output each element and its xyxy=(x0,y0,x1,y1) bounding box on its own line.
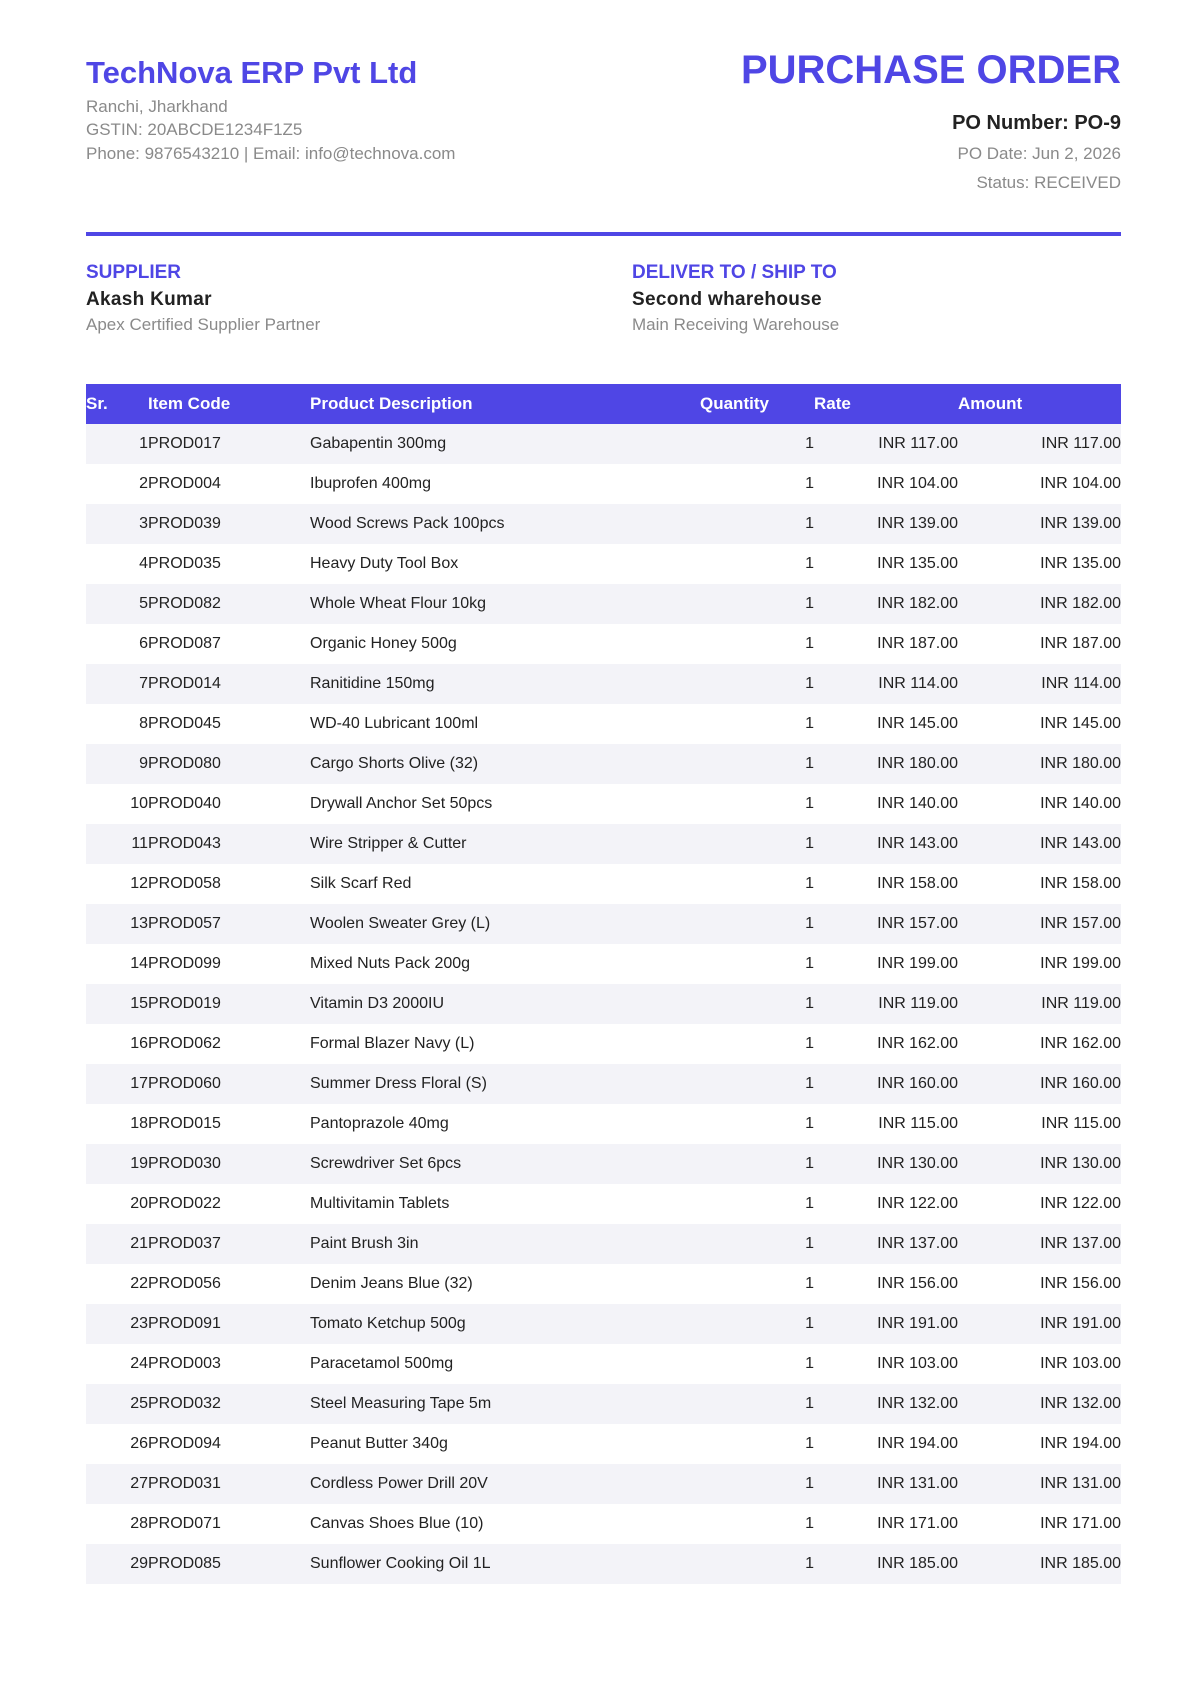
company-contact: Phone: 9876543210 | Email: info@technova.com xyxy=(86,144,456,163)
cell-rate: INR 194.00 xyxy=(877,1435,958,1452)
cell-rate: INR 132.00 xyxy=(877,1395,958,1412)
table-row xyxy=(86,1344,1121,1384)
table-header-row xyxy=(86,384,1121,424)
cell-rate: INR 180.00 xyxy=(877,755,958,772)
cell-description: Tomato Ketchup 500g xyxy=(310,1315,466,1332)
cell-quantity: 1 xyxy=(805,1555,814,1572)
cell-item-code: PROD040 xyxy=(148,795,221,812)
cell-quantity: 1 xyxy=(805,1475,814,1492)
table-row xyxy=(86,1264,1121,1304)
cell-quantity: 1 xyxy=(805,835,814,852)
table-row xyxy=(86,584,1121,624)
cell-description: Wood Screws Pack 100pcs xyxy=(310,515,505,532)
table-row xyxy=(86,744,1121,784)
cell-quantity: 1 xyxy=(805,755,814,772)
cell-rate: INR 157.00 xyxy=(877,915,958,932)
cell-item-code: PROD071 xyxy=(148,1515,221,1532)
cell-quantity: 1 xyxy=(805,795,814,812)
cell-description: Drywall Anchor Set 50pcs xyxy=(310,795,493,812)
column-header-description: Product Description xyxy=(310,394,473,413)
cell-amount: INR 157.00 xyxy=(1040,915,1121,932)
table-row xyxy=(86,784,1121,824)
cell-item-code: PROD057 xyxy=(148,915,221,932)
cell-item-code: PROD058 xyxy=(148,875,221,892)
cell-amount: INR 171.00 xyxy=(1040,1515,1121,1532)
table-row xyxy=(86,1024,1121,1064)
cell-amount: INR 130.00 xyxy=(1040,1155,1121,1172)
cell-sr: 18 xyxy=(130,1115,148,1132)
table-row xyxy=(86,984,1121,1024)
cell-item-code: PROD060 xyxy=(148,1075,221,1092)
cell-sr: 28 xyxy=(130,1515,148,1532)
cell-amount: INR 115.00 xyxy=(1041,1115,1121,1132)
cell-amount: INR 139.00 xyxy=(1040,515,1121,532)
table-row xyxy=(86,1184,1121,1224)
cell-amount: INR 143.00 xyxy=(1040,835,1121,852)
cell-rate: INR 143.00 xyxy=(877,835,958,852)
cell-sr: 15 xyxy=(130,995,148,1012)
cell-amount: INR 132.00 xyxy=(1040,1395,1121,1412)
cell-rate: INR 137.00 xyxy=(877,1235,958,1252)
cell-amount: INR 199.00 xyxy=(1040,955,1121,972)
cell-quantity: 1 xyxy=(805,715,814,732)
cell-description: Woolen Sweater Grey (L) xyxy=(310,915,491,932)
cell-rate: INR 103.00 xyxy=(877,1355,958,1372)
cell-amount: INR 140.00 xyxy=(1040,795,1121,812)
table-row xyxy=(86,1504,1121,1544)
table-row xyxy=(86,1464,1121,1504)
cell-sr: 10 xyxy=(130,795,148,812)
cell-amount: INR 135.00 xyxy=(1040,555,1121,572)
cell-quantity: 1 xyxy=(805,675,814,692)
cell-rate: INR 130.00 xyxy=(877,1155,958,1172)
cell-amount: INR 119.00 xyxy=(1041,995,1121,1012)
cell-amount: INR 187.00 xyxy=(1040,635,1121,652)
cell-rate: INR 156.00 xyxy=(877,1275,958,1292)
cell-quantity: 1 xyxy=(805,595,814,612)
cell-rate: INR 158.00 xyxy=(877,875,958,892)
cell-description: Vitamin D3 2000IU xyxy=(310,995,444,1012)
deliver-to-heading: DELIVER TO / SHIP TO xyxy=(632,262,837,283)
cell-description: Summer Dress Floral (S) xyxy=(310,1075,487,1092)
cell-amount: INR 117.00 xyxy=(1041,435,1121,452)
cell-item-code: PROD022 xyxy=(148,1195,221,1212)
cell-quantity: 1 xyxy=(805,1515,814,1532)
cell-quantity: 1 xyxy=(805,1115,814,1132)
cell-sr: 6 xyxy=(139,635,148,652)
cell-quantity: 1 xyxy=(805,475,814,492)
cell-amount: INR 103.00 xyxy=(1040,1355,1121,1372)
table-row xyxy=(86,424,1121,464)
cell-item-code: PROD091 xyxy=(148,1315,221,1332)
cell-sr: 13 xyxy=(130,915,148,932)
items-table xyxy=(86,384,1121,1584)
items-table-body xyxy=(86,424,1121,1584)
cell-quantity: 1 xyxy=(805,1155,814,1172)
table-row xyxy=(86,704,1121,744)
cell-description: Organic Honey 500g xyxy=(310,635,457,652)
cell-sr: 11 xyxy=(131,835,148,852)
cell-description: Whole Wheat Flour 10kg xyxy=(310,595,487,612)
cell-item-code: PROD037 xyxy=(148,1235,221,1252)
purchase-order-page xyxy=(86,0,1121,1584)
supplier-name: Akash Kumar xyxy=(86,289,212,310)
table-row xyxy=(86,904,1121,944)
cell-quantity: 1 xyxy=(805,875,814,892)
cell-quantity: 1 xyxy=(805,1355,814,1372)
cell-description: Mixed Nuts Pack 200g xyxy=(310,955,471,972)
table-row xyxy=(86,1144,1121,1184)
supplier-block xyxy=(86,262,320,335)
cell-sr: 12 xyxy=(130,875,148,892)
table-row xyxy=(86,1104,1121,1144)
cell-amount: INR 182.00 xyxy=(1040,595,1121,612)
cell-sr: 26 xyxy=(130,1435,148,1452)
cell-item-code: PROD014 xyxy=(148,675,221,692)
table-row xyxy=(86,1224,1121,1264)
cell-description: Multivitamin Tablets xyxy=(310,1195,450,1212)
supplier-subtitle: Apex Certified Supplier Partner xyxy=(86,315,321,334)
cell-sr: 25 xyxy=(130,1395,148,1412)
cell-sr: 4 xyxy=(139,555,148,572)
cell-rate: INR 145.00 xyxy=(877,715,958,732)
cell-rate: INR 191.00 xyxy=(877,1315,958,1332)
cell-item-code: PROD035 xyxy=(148,555,221,572)
cell-quantity: 1 xyxy=(805,1275,814,1292)
table-row xyxy=(86,1304,1121,1344)
cell-description: Paint Brush 3in xyxy=(310,1235,419,1252)
cell-sr: 1 xyxy=(139,435,148,452)
parties-section xyxy=(86,236,1121,384)
cell-sr: 21 xyxy=(130,1235,148,1252)
po-date: PO Date: Jun 2, 2026 xyxy=(957,144,1121,163)
cell-sr: 19 xyxy=(130,1155,148,1172)
table-row xyxy=(86,464,1121,504)
cell-amount: INR 185.00 xyxy=(1040,1555,1121,1572)
cell-quantity: 1 xyxy=(805,955,814,972)
cell-description: Gabapentin 300mg xyxy=(310,435,447,452)
cell-item-code: PROD039 xyxy=(148,515,221,532)
cell-sr: 17 xyxy=(130,1075,148,1092)
company-gstin: GSTIN: 20ABCDE1234F1Z5 xyxy=(86,120,303,139)
cell-description: Ranitidine 150mg xyxy=(310,675,435,692)
cell-rate: INR 104.00 xyxy=(877,475,958,492)
cell-rate: INR 115.00 xyxy=(878,1115,958,1132)
table-row xyxy=(86,624,1121,664)
deliver-to-subtitle: Main Receiving Warehouse xyxy=(632,315,840,334)
table-row xyxy=(86,824,1121,864)
cell-description: Formal Blazer Navy (L) xyxy=(310,1035,475,1052)
po-status: Status: RECEIVED xyxy=(976,173,1121,192)
cell-description: Canvas Shoes Blue (10) xyxy=(310,1515,484,1532)
cell-quantity: 1 xyxy=(805,1435,814,1452)
cell-rate: INR 182.00 xyxy=(877,595,958,612)
table-row xyxy=(86,1424,1121,1464)
cell-quantity: 1 xyxy=(805,1035,814,1052)
cell-sr: 3 xyxy=(139,515,148,532)
company-address: Ranchi, Jharkhand xyxy=(86,97,228,116)
company-name: TechNova ERP Pvt Ltd xyxy=(86,55,418,90)
cell-description: Cordless Power Drill 20V xyxy=(310,1475,488,1492)
cell-description: Screwdriver Set 6pcs xyxy=(310,1155,462,1172)
cell-quantity: 1 xyxy=(805,1235,814,1252)
cell-sr: 7 xyxy=(139,675,148,692)
cell-sr: 23 xyxy=(130,1315,148,1332)
cell-sr: 5 xyxy=(139,595,148,612)
cell-description: Cargo Shorts Olive (32) xyxy=(310,755,479,772)
cell-sr: 27 xyxy=(130,1475,148,1492)
cell-quantity: 1 xyxy=(805,435,814,452)
cell-sr: 2 xyxy=(139,475,148,492)
cell-sr: 22 xyxy=(130,1275,148,1292)
cell-rate: INR 131.00 xyxy=(877,1475,958,1492)
cell-description: Wire Stripper & Cutter xyxy=(310,835,467,852)
cell-rate: INR 139.00 xyxy=(877,515,958,532)
cell-item-code: PROD017 xyxy=(148,435,221,452)
po-number: PO Number: PO-9 xyxy=(952,112,1121,134)
cell-description: Ibuprofen 400mg xyxy=(310,475,431,492)
cell-item-code: PROD043 xyxy=(148,835,221,852)
cell-description: Peanut Butter 340g xyxy=(310,1435,448,1452)
cell-item-code: PROD099 xyxy=(148,955,221,972)
cell-rate: INR 119.00 xyxy=(878,995,958,1012)
column-header-item-code: Item Code xyxy=(148,394,231,413)
cell-item-code: PROD032 xyxy=(148,1395,221,1412)
column-header-quantity: Quantity xyxy=(700,394,769,413)
document-header xyxy=(86,0,1121,236)
cell-amount: INR 137.00 xyxy=(1040,1235,1121,1252)
cell-description: Steel Measuring Tape 5m xyxy=(310,1395,492,1412)
cell-rate: INR 122.00 xyxy=(877,1195,958,1212)
cell-item-code: PROD004 xyxy=(148,475,221,492)
cell-description: WD-40 Lubricant 100ml xyxy=(310,715,479,732)
cell-rate: INR 140.00 xyxy=(877,795,958,812)
cell-quantity: 1 xyxy=(805,635,814,652)
cell-description: Pantoprazole 40mg xyxy=(310,1115,449,1132)
cell-amount: INR 194.00 xyxy=(1040,1435,1121,1452)
cell-quantity: 1 xyxy=(805,1395,814,1412)
cell-item-code: PROD094 xyxy=(148,1435,221,1452)
cell-sr: 29 xyxy=(130,1555,148,1572)
table-row xyxy=(86,504,1121,544)
cell-rate: INR 162.00 xyxy=(877,1035,958,1052)
cell-sr: 8 xyxy=(139,715,148,732)
supplier-heading: SUPPLIER xyxy=(86,262,182,283)
cell-amount: INR 114.00 xyxy=(1041,675,1121,692)
cell-amount: INR 104.00 xyxy=(1040,475,1121,492)
cell-sr: 9 xyxy=(139,755,148,772)
cell-description: Denim Jeans Blue (32) xyxy=(310,1275,473,1292)
cell-rate: INR 135.00 xyxy=(877,555,958,572)
deliver-to-block xyxy=(632,262,839,335)
cell-amount: INR 162.00 xyxy=(1040,1035,1121,1052)
cell-item-code: PROD019 xyxy=(148,995,221,1012)
cell-item-code: PROD003 xyxy=(148,1355,221,1372)
cell-amount: INR 145.00 xyxy=(1040,715,1121,732)
cell-item-code: PROD031 xyxy=(148,1475,221,1492)
cell-item-code: PROD082 xyxy=(148,595,221,612)
table-row xyxy=(86,944,1121,984)
cell-amount: INR 158.00 xyxy=(1040,875,1121,892)
table-row xyxy=(86,664,1121,704)
cell-description: Silk Scarf Red xyxy=(310,875,412,892)
cell-item-code: PROD080 xyxy=(148,755,221,772)
cell-quantity: 1 xyxy=(805,555,814,572)
cell-rate: INR 199.00 xyxy=(877,955,958,972)
table-row xyxy=(86,1544,1121,1584)
cell-quantity: 1 xyxy=(805,515,814,532)
cell-quantity: 1 xyxy=(805,1315,814,1332)
cell-amount: INR 156.00 xyxy=(1040,1275,1121,1292)
cell-sr: 14 xyxy=(130,955,148,972)
table-row xyxy=(86,544,1121,584)
column-header-sr: Sr. xyxy=(86,394,108,413)
cell-rate: INR 160.00 xyxy=(877,1075,958,1092)
cell-item-code: PROD085 xyxy=(148,1555,221,1572)
cell-amount: INR 160.00 xyxy=(1040,1075,1121,1092)
cell-amount: INR 131.00 xyxy=(1040,1475,1121,1492)
cell-quantity: 1 xyxy=(805,1075,814,1092)
cell-amount: INR 180.00 xyxy=(1040,755,1121,772)
cell-item-code: PROD030 xyxy=(148,1155,221,1172)
cell-sr: 24 xyxy=(130,1355,148,1372)
cell-rate: INR 187.00 xyxy=(877,635,958,652)
cell-description: Paracetamol 500mg xyxy=(310,1355,454,1372)
table-row xyxy=(86,1064,1121,1104)
cell-quantity: 1 xyxy=(805,995,814,1012)
cell-sr: 16 xyxy=(130,1035,148,1052)
cell-rate: INR 171.00 xyxy=(877,1515,958,1532)
cell-amount: INR 191.00 xyxy=(1040,1315,1121,1332)
column-header-amount: Amount xyxy=(958,394,1023,413)
document-title: PURCHASE ORDER xyxy=(740,48,1121,92)
column-header-rate: Rate xyxy=(814,394,851,413)
cell-item-code: PROD015 xyxy=(148,1115,221,1132)
cell-rate: INR 185.00 xyxy=(877,1555,958,1572)
table-row xyxy=(86,1384,1121,1424)
cell-item-code: PROD087 xyxy=(148,635,221,652)
cell-item-code: PROD045 xyxy=(148,715,221,732)
cell-rate: INR 117.00 xyxy=(878,435,958,452)
cell-quantity: 1 xyxy=(805,915,814,932)
cell-quantity: 1 xyxy=(805,1195,814,1212)
cell-item-code: PROD056 xyxy=(148,1275,221,1292)
cell-description: Sunflower Cooking Oil 1L xyxy=(310,1555,491,1572)
cell-description: Heavy Duty Tool Box xyxy=(310,555,459,572)
cell-amount: INR 122.00 xyxy=(1040,1195,1121,1212)
cell-item-code: PROD062 xyxy=(148,1035,221,1052)
deliver-to-name: Second wharehouse xyxy=(632,289,822,310)
cell-sr: 20 xyxy=(130,1195,148,1212)
table-row xyxy=(86,864,1121,904)
cell-rate: INR 114.00 xyxy=(878,675,958,692)
